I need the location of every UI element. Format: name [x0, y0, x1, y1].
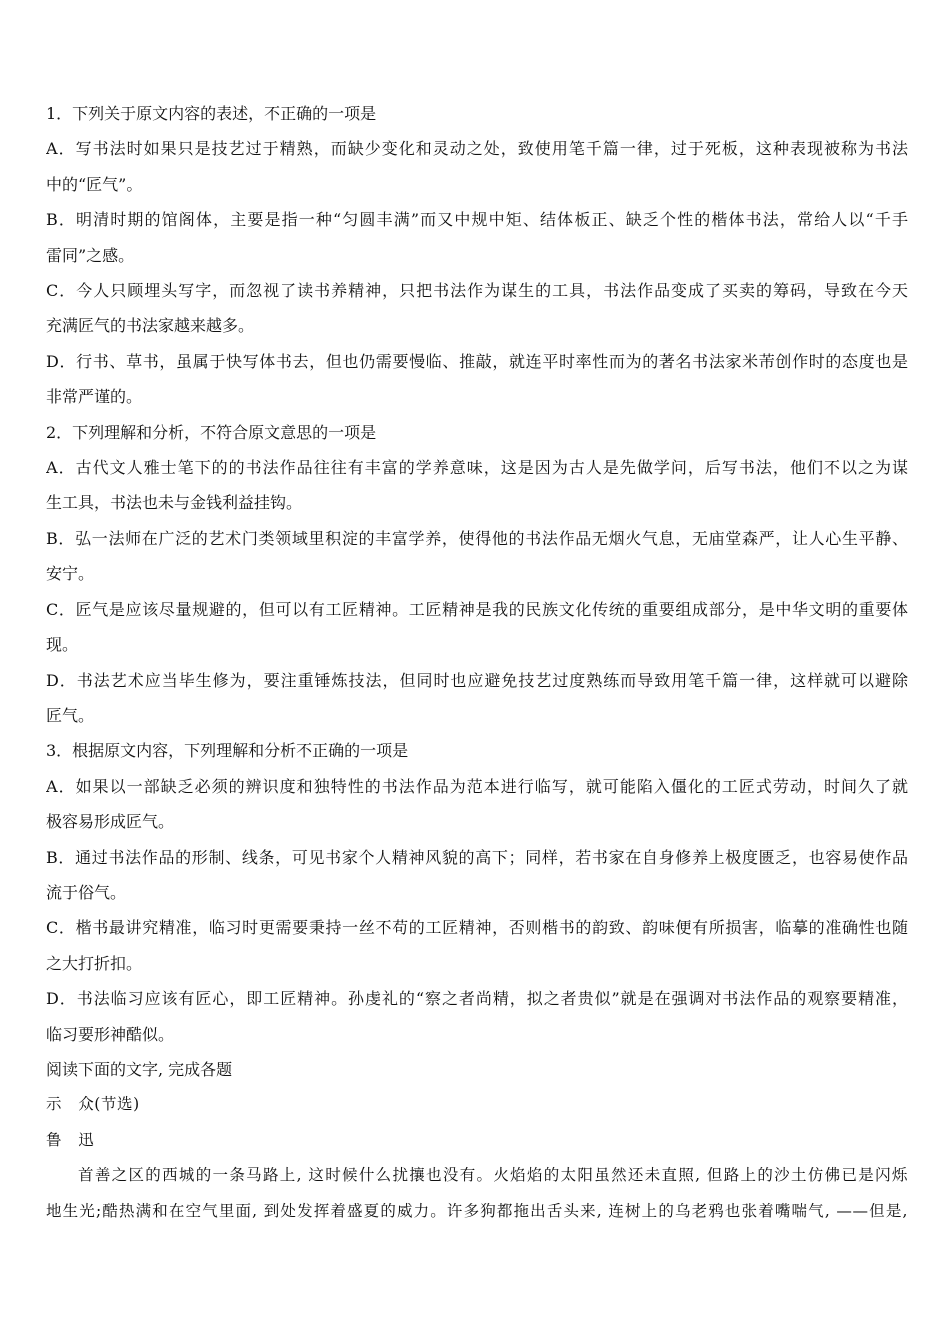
q3-option-c: C．楷书最讲究精准，临习时更需要秉持一丝不苟的工匠精神，否则楷书的韵致、韵味便有所损害，临摹的准确性也随 [46, 918, 908, 938]
q3-option-a: A．如果以一部缺乏必须的辨识度和独特性的书法作品为范本进行临写，就可能陷入僵化的工匠式劳动，时间久了就 [46, 776, 908, 796]
q1-option-b: B．明清时期的馆阁体，主要是指一种“匀圆丰满”而又中规中矩、结体板正、缺乏个性的楷体书法，常给人以“千手 [46, 210, 908, 230]
story-paragraph-line-1: 首善之区的西城的一条马路上, 这时候什么扰攘也没有。火焰焰的太阳虽然还未直照, 但路上的沙土仿佛已是闪烁 [78, 1166, 908, 1185]
q3-option-b-cont: 流于俗气。 [46, 882, 127, 902]
q1-option-d-cont: 非常严谨的。 [46, 387, 143, 407]
q3-stem: 3．根据原文内容，下列理解和分析不正确的一项是 [46, 741, 409, 761]
q1-option-a: A．写书法时如果只是技艺过于精熟，而缺少变化和灵动之处，致使用笔千篇一律，过于死板，这种表现被称为书法 [46, 139, 908, 159]
q3-option-c-cont: 之大打折扣。 [46, 953, 143, 973]
q1-option-c-cont: 充满匠气的书法家越来越多。 [46, 316, 255, 336]
story-title: 示 众(节选) [46, 1095, 140, 1114]
reading-instruction: 阅读下面的文字, 完成各题 [46, 1059, 233, 1079]
q3-option-d-cont: 临习要形神酷似。 [46, 1024, 175, 1044]
q1-option-d: D．行书、草书，虽属于快写体书去，但也仍需要慢临、推敲，就连平时率性而为的著名书法家米芾创作时的态度也是 [46, 351, 908, 371]
q3-option-b: B．通过书法作品的形制、线条，可见书家个人精神风貌的高下；同样，若书家在自身修养上极度匮乏，也容易使作品 [46, 847, 908, 867]
q2-option-d-cont: 匠气。 [46, 705, 95, 725]
q1-option-b-cont: 雷同”之感。 [46, 245, 135, 265]
q2-option-c-cont: 现。 [46, 635, 79, 655]
q1-option-a-cont: 中的“匠气”。 [46, 174, 143, 194]
q2-option-b: B．弘一法师在广泛的艺术门类领域里积淀的丰富学养，使得他的书法作品无烟火气息，无庙堂森严，让人心生平静、 [46, 528, 908, 548]
q3-option-a-cont: 极容易形成匠气。 [46, 812, 175, 832]
q2-option-d: D．书法艺术应当毕生修为，要注重锤炼技法，但同时也应避免技艺过度熟练而导致用笔千篇一律，这样就可以避除 [46, 670, 908, 690]
q1-stem: 1．下列关于原文内容的表述，不正确的一项是 [46, 104, 377, 123]
q2-option-b-cont: 安宁。 [46, 564, 95, 584]
story-author: 鲁 迅 [46, 1130, 95, 1149]
q2-stem: 2．下列理解和分析，不符合原文意思的一项是 [46, 422, 377, 442]
q1-option-c: C．今人只顾埋头写字，而忽视了读书养精神，只把书法作为谋生的工具，书法作品变成了买卖的筹码，导致在今天 [46, 281, 908, 301]
q2-option-a-cont: 生工具，书法也未与金钱利益挂钩。 [46, 493, 303, 513]
document-page [46, 96, 908, 1229]
q3-option-d: D．书法临习应该有匠心，即工匠精神。孙虔礼的“察之者尚精，拟之者贵似”就是在强调对书法作品的观察要精准， [46, 989, 908, 1009]
q2-option-a: A．古代文人雅士笔下的的书法作品往往有丰富的学养意味，这是因为古人是先做学问，后写书法，他们不以之为谋 [46, 458, 908, 478]
story-paragraph-line-2: 地生光;酷热满和在空气里面, 到处发挥着盛夏的威力。许多狗都拖出舌头来, 连树上的乌老鸦也张着嘴喘气, ——但是, [46, 1201, 908, 1220]
q2-option-c: C．匠气是应该尽量规避的，但可以有工匠精神。工匠精神是我的民族文化传统的重要组成部分，是中华文明的重要体 [46, 599, 908, 619]
